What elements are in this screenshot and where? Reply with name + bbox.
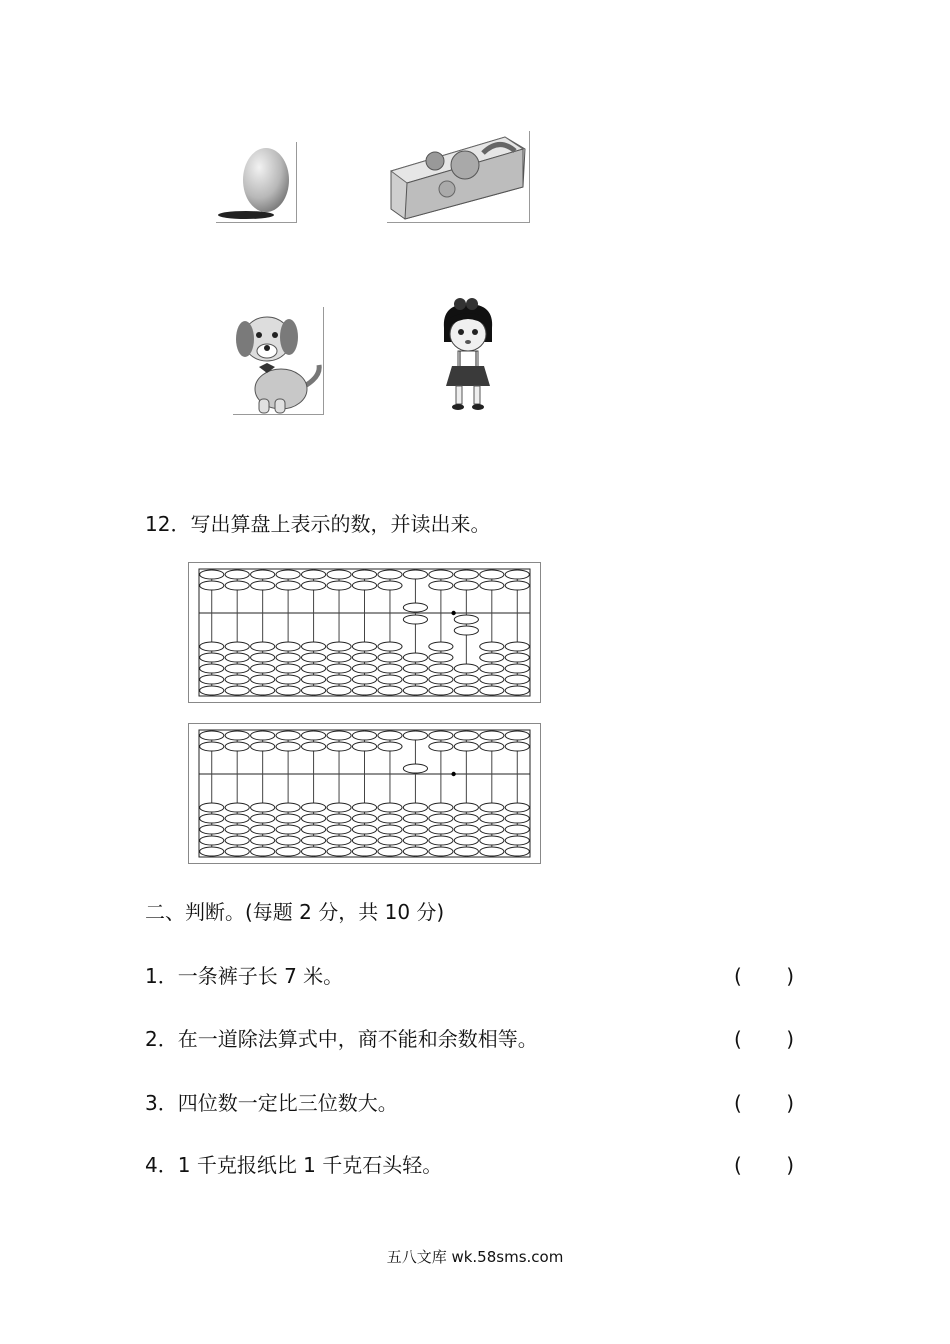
abacus-lower-bead [505,814,529,823]
judgment-number: 1． [145,964,178,988]
abacus-upper-bead [454,742,478,751]
abacus-lower-bead [378,642,402,651]
abacus-upper-bead [276,581,300,590]
abacus-lower-bead [429,803,453,812]
abacus-lower-bead [251,664,275,673]
abacus-upper-bead [276,570,300,579]
abacus-lower-bead [200,803,224,812]
abacus-upper-bead [301,570,325,579]
abacus-lower-bead [276,653,300,662]
abacus-lower-bead [251,836,275,845]
abacus-upper-bead [251,581,275,590]
abacus-upper-bead [225,570,249,579]
abacus-lower-bead [225,825,249,834]
abacus-lower-bead [200,642,224,651]
abacus-upper-bead [505,581,529,590]
abacus-upper-bead [429,570,453,579]
abacus-lower-bead [327,686,351,695]
abacus-upper-bead [352,742,376,751]
abacus-lower-bead [352,825,376,834]
abacus-lower-bead [276,803,300,812]
abacus-lower-bead [403,814,427,823]
abacus-lower-bead [200,836,224,845]
abacus-upper-bead [251,731,275,740]
abacus-upper-bead [505,731,529,740]
abacus-lower-bead [403,686,427,695]
abacus-lower-bead [301,664,325,673]
abacus-upper-bead [480,742,504,751]
abacus-lower-bead [480,653,504,662]
abacus-lower-bead [454,847,478,856]
abacus-lower-bead [327,664,351,673]
abacus-lower-bead [301,653,325,662]
abacus-lower-bead [403,803,427,812]
judgment-number: 3． [145,1091,178,1115]
abacus-upper-bead [251,570,275,579]
abacus-lower-bead [454,664,478,673]
abacus-upper-bead [200,570,224,579]
abacus-lower-bead [352,653,376,662]
abacus-unit-dot [451,772,455,776]
abacus-lower-bead [200,675,224,684]
abacus-lower-bead [352,836,376,845]
abacus-lower-bead [251,825,275,834]
abacus-lower-bead [505,664,529,673]
abacus-lower-bead [276,825,300,834]
abacus-upper-bead [378,570,402,579]
abacus-upper-bead [225,731,249,740]
abacus-lower-bead [200,825,224,834]
abacus-lower-bead [505,653,529,662]
abacus-lower-bead [352,814,376,823]
dog-picture [233,307,324,415]
abacus-upper-bead [429,742,453,751]
abacus-lower-bead [200,653,224,662]
judgment-text: 一条裤子长 7 米。 [177,964,344,988]
abacus-upper-bead [480,581,504,590]
judgment-number: 4． [145,1153,178,1177]
abacus-lower-bead [251,653,275,662]
abacus-lower-bead [225,836,249,845]
abacus-lower-bead [480,686,504,695]
abacus-lower-bead [454,825,478,834]
egg-picture [216,142,297,223]
abacus-lower-bead [327,803,351,812]
girl-picture [432,298,504,414]
abacus-lower-bead [301,675,325,684]
answer-parentheses-4[interactable]: ( ) [734,1153,795,1177]
abacus-upper-bead [352,570,376,579]
abacus-upper-bead [276,742,300,751]
abacus-lower-bead [276,814,300,823]
section-heading: 二、判断。(每题 2 分，共 10 分) [145,900,445,924]
abacus-lower-bead [327,642,351,651]
abacus-lower-bead [200,847,224,856]
abacus-upper-bead [378,742,402,751]
abacus-upper-bead-moved [403,603,427,612]
abacus-lower-bead [454,814,478,823]
abacus-lower-bead [454,675,478,684]
abacus-upper-bead [251,742,275,751]
abacus-lower-bead [454,803,478,812]
abacus-upper-bead [301,742,325,751]
abacus-upper-bead [327,570,351,579]
abacus-lower-bead [276,847,300,856]
judgment-number: 2． [145,1027,178,1051]
abacus-lower-bead [454,686,478,695]
abacus-upper-bead [200,742,224,751]
abacus-lower-bead [301,814,325,823]
abacus-lower-bead [429,814,453,823]
abacus-upper-bead [403,570,427,579]
abacus-lower-bead [301,825,325,834]
abacus-lower-bead [327,825,351,834]
abacus-lower-bead [378,803,402,812]
abacus-lower-bead [200,664,224,673]
abacus-lower-bead [225,847,249,856]
answer-parentheses-1[interactable]: ( ) [734,964,795,988]
question-number: 12． [145,512,191,536]
abacus-lower-bead [480,825,504,834]
abacus-lower-bead [251,642,275,651]
abacus-upper-bead [505,742,529,751]
abacus-lower-bead [251,803,275,812]
abacus-lower-bead [301,836,325,845]
abacus-upper-bead-moved [403,764,427,773]
abacus-lower-bead [225,642,249,651]
abacus-lower-bead [301,847,325,856]
judgment-1 [145,964,343,988]
abacus-lower-bead [200,686,224,695]
abacus-lower-bead-moved [454,626,478,635]
abacus-lower-bead [480,675,504,684]
abacus-lower-bead [403,664,427,673]
abacus-upper-bead [505,570,529,579]
abacus-lower-bead [225,653,249,662]
footer-watermark: 五八文库 wk.58sms.com [386,1248,564,1266]
abacus-lower-bead [505,642,529,651]
abacus-lower-bead [429,642,453,651]
abacus-lower-bead [327,814,351,823]
abacus-upper-bead [454,581,478,590]
abacus-upper-bead [327,581,351,590]
abacus-lower-bead [225,664,249,673]
judgment-4 [145,1153,442,1177]
abacus-lower-bead [251,814,275,823]
abacus-lower-bead [327,653,351,662]
abacus-upper-bead [429,731,453,740]
abacus-lower-bead [429,825,453,834]
abacus-upper-bead [480,731,504,740]
abacus-lower-bead [505,836,529,845]
abacus-lower-bead [301,686,325,695]
abacus-lower-bead [301,803,325,812]
abacus-lower-bead-moved [454,615,478,624]
abacus-lower-bead [378,675,402,684]
abacus-lower-bead [378,836,402,845]
abacus-lower-bead [505,686,529,695]
abacus-lower-bead-moved [403,615,427,624]
abacus-upper-bead [225,581,249,590]
abacus-lower-bead [251,847,275,856]
abacus-lower-bead [378,686,402,695]
judgment-text: 在一道除法算式中，商不能和余数相等。 [177,1027,538,1051]
abacus-upper-bead [454,731,478,740]
abacus-upper-bead [403,731,427,740]
abacus-lower-bead [505,675,529,684]
abacus-lower-bead [480,847,504,856]
abacus-lower-bead [276,675,300,684]
abacus-lower-bead [378,825,402,834]
abacus-upper-bead [352,581,376,590]
abacus-lower-bead [429,847,453,856]
abacus-lower-bead [352,642,376,651]
abacus-lower-bead [429,675,453,684]
abacus-2 [188,723,541,864]
abacus-lower-bead [225,686,249,695]
abacus-upper-bead [200,581,224,590]
abacus-lower-bead [378,653,402,662]
abacus-lower-bead [480,642,504,651]
abacus-lower-bead [480,664,504,673]
abacus-lower-bead [480,803,504,812]
abacus-lower-bead [505,847,529,856]
abacus-lower-bead [403,653,427,662]
abacus-upper-bead [454,570,478,579]
abacus-lower-bead [505,803,529,812]
abacus-lower-bead [352,664,376,673]
abacus-lower-bead [276,686,300,695]
abacus-upper-bead [327,731,351,740]
abacus-upper-bead [200,731,224,740]
abacus-lower-bead [403,675,427,684]
abacus-upper-bead [276,731,300,740]
abacus-lower-bead [225,803,249,812]
abacus-lower-bead [352,847,376,856]
abacus-lower-bead [301,642,325,651]
abacus-1 [188,562,541,703]
answer-parentheses-2[interactable]: ( ) [734,1027,795,1051]
abacus-lower-bead [276,836,300,845]
judgment-2 [145,1027,538,1051]
abacus-lower-bead [276,642,300,651]
abacus-lower-bead [505,825,529,834]
abacus-upper-bead [429,581,453,590]
judgment-text: 四位数一定比三位数大。 [177,1091,398,1115]
abacus-lower-bead [378,664,402,673]
abacus-lower-bead [251,675,275,684]
abacus-lower-bead [378,814,402,823]
abacus-lower-bead [480,814,504,823]
abacus-lower-bead [352,686,376,695]
answer-parentheses-3[interactable]: ( ) [734,1091,795,1115]
abacus-upper-bead [352,731,376,740]
pencil-box-picture [387,131,530,223]
abacus-unit-dot [451,611,455,615]
abacus-lower-bead [225,675,249,684]
abacus-lower-bead [403,847,427,856]
abacus-upper-bead [301,581,325,590]
abacus-lower-bead [403,836,427,845]
judgment-3 [145,1091,398,1115]
abacus-upper-bead [378,731,402,740]
abacus-lower-bead [429,653,453,662]
abacus-lower-bead [251,686,275,695]
abacus-upper-bead [301,731,325,740]
abacus-lower-bead [429,664,453,673]
abacus-lower-bead [327,836,351,845]
abacus-lower-bead [403,825,427,834]
abacus-lower-bead [480,836,504,845]
abacus-lower-bead [429,686,453,695]
abacus-lower-bead [327,675,351,684]
abacus-upper-bead [225,742,249,751]
abacus-lower-bead [327,847,351,856]
question-12 [145,512,490,536]
abacus-lower-bead [454,836,478,845]
abacus-upper-bead [327,742,351,751]
abacus-lower-bead [276,664,300,673]
judgment-text: 1 千克报纸比 1 千克石头轻。 [177,1153,443,1177]
abacus-lower-bead [352,675,376,684]
abacus-lower-bead [429,836,453,845]
abacus-lower-bead [225,814,249,823]
abacus-upper-bead [480,570,504,579]
question-text: 写出算盘上表示的数，并读出来。 [190,512,491,536]
abacus-lower-bead [200,814,224,823]
abacus-lower-bead [378,847,402,856]
abacus-upper-bead [378,581,402,590]
abacus-lower-bead [352,803,376,812]
